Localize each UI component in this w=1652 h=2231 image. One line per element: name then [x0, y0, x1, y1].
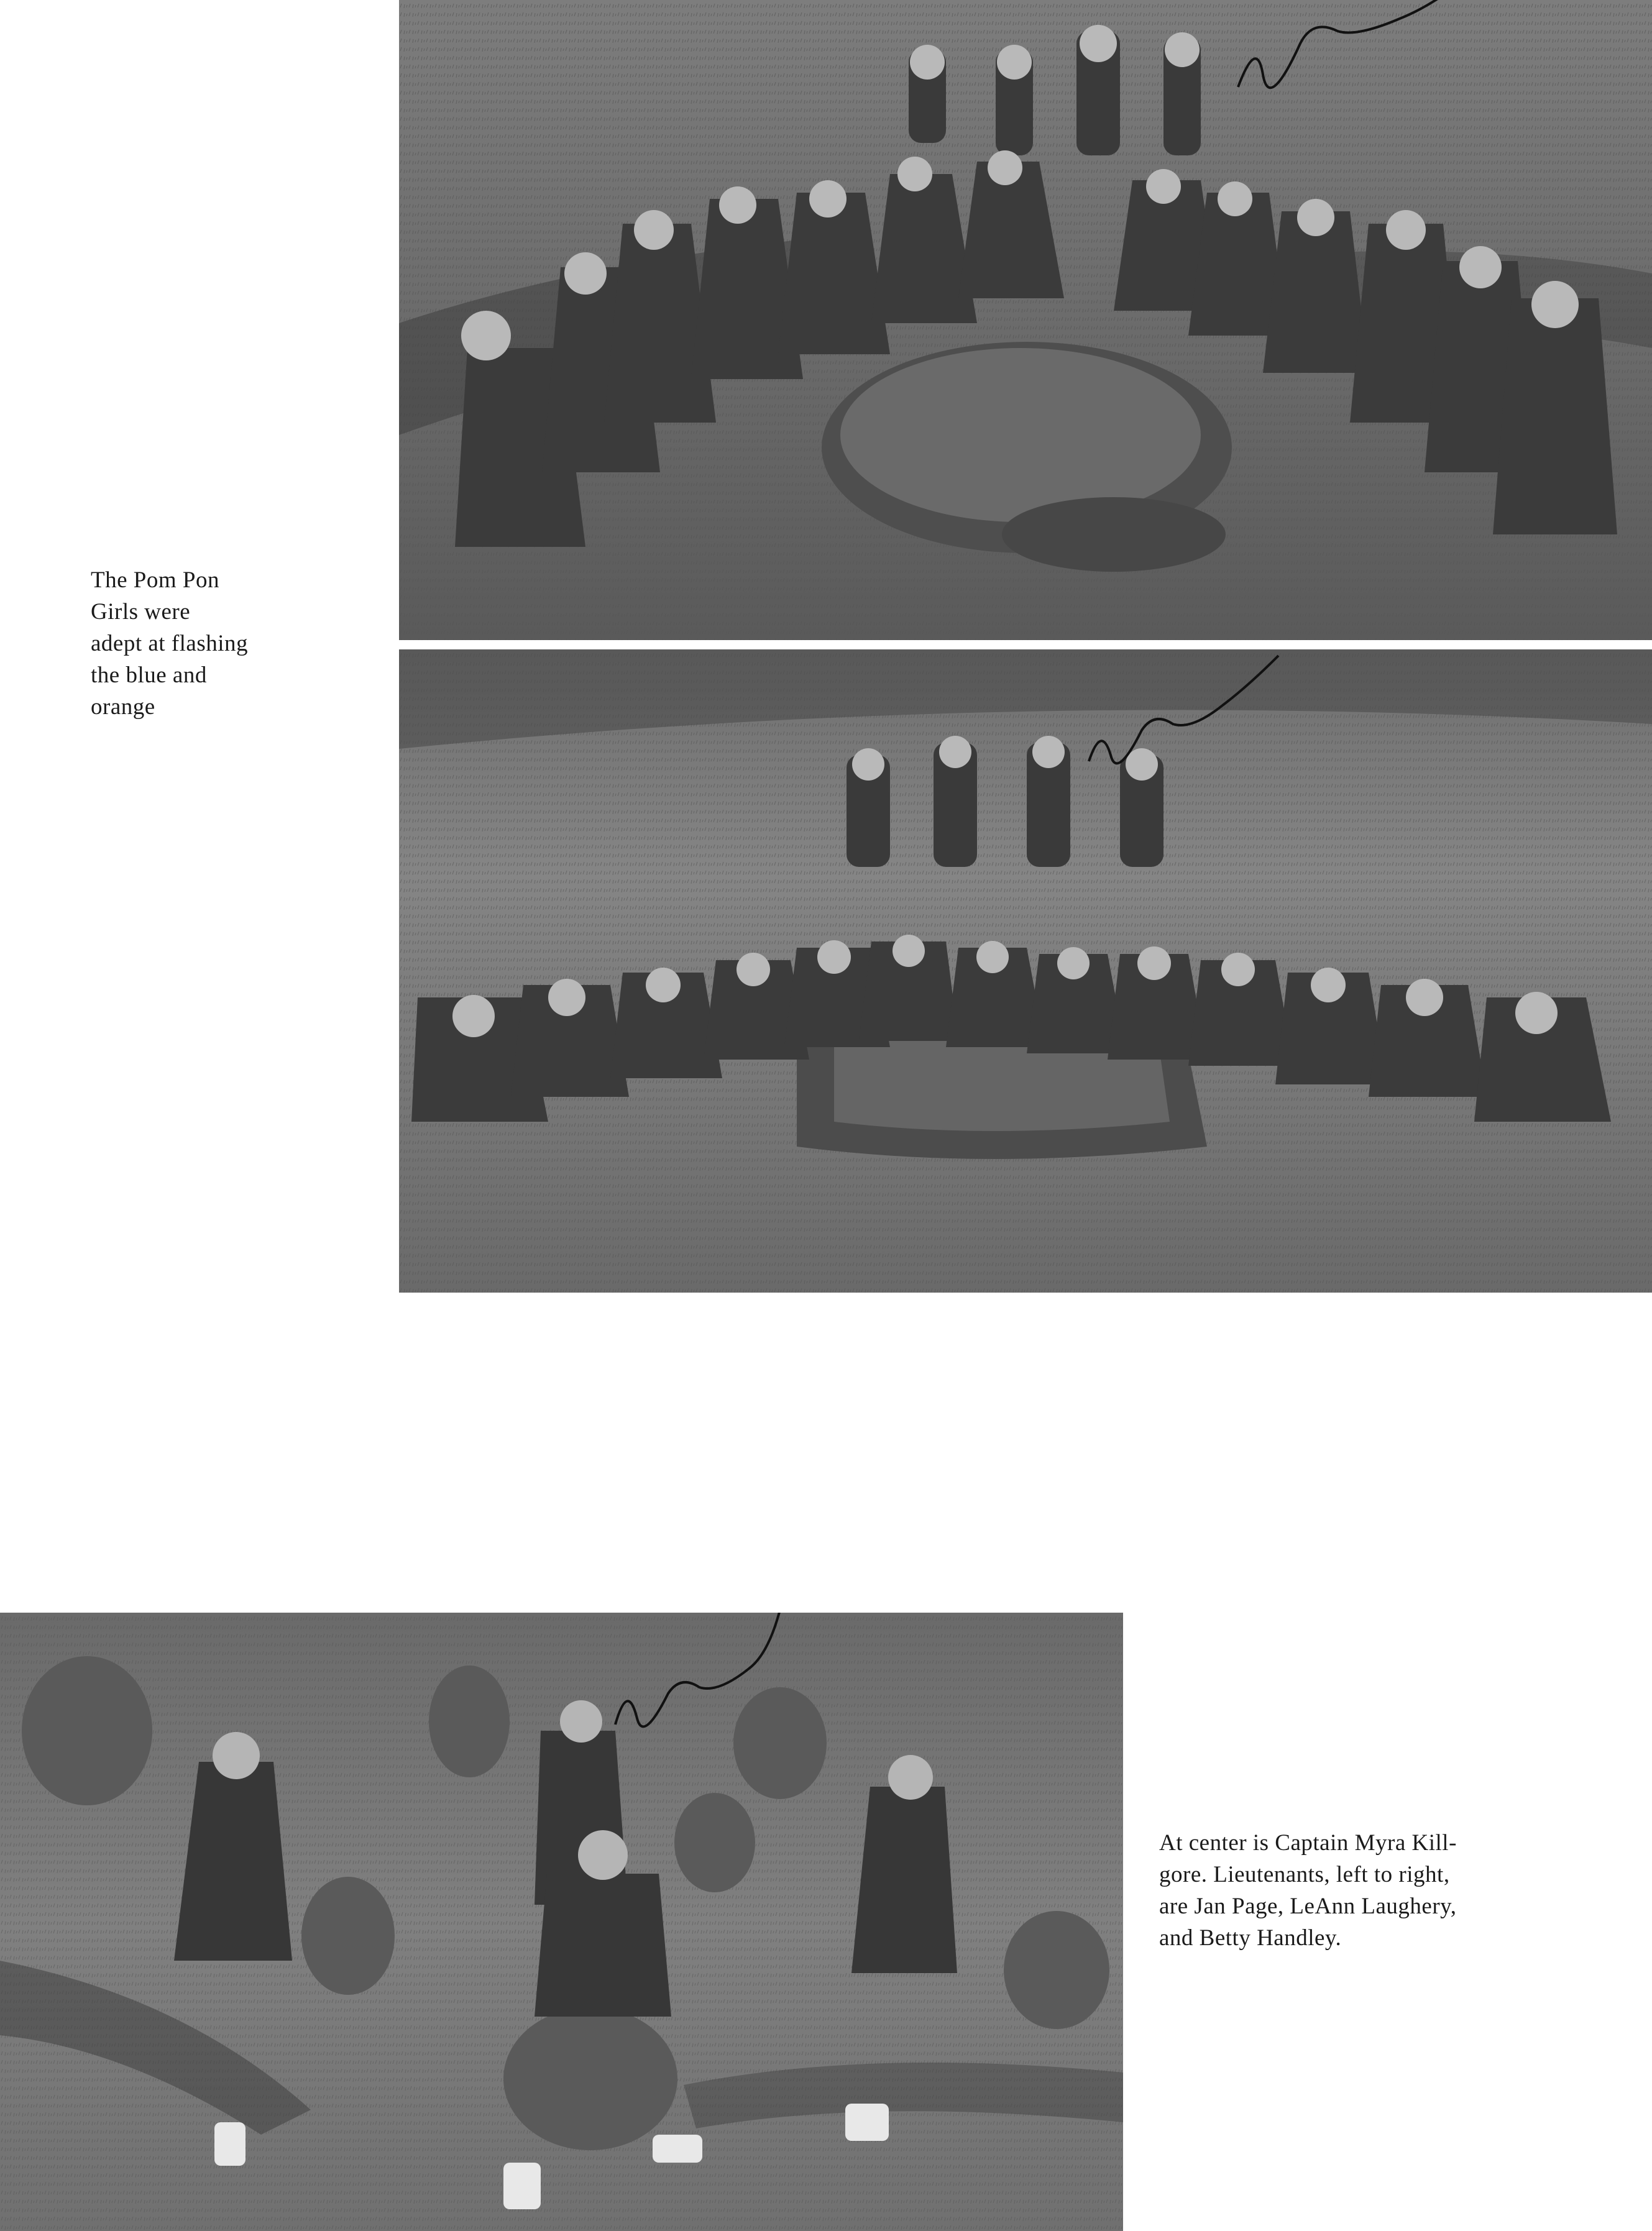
photo-top-image — [399, 0, 1652, 640]
lieutenant-right — [851, 1787, 957, 1973]
photo-captain-and-lieutenants — [0, 1613, 1123, 2231]
photo-middle-image — [399, 649, 1652, 1293]
captain-center — [535, 1874, 671, 2017]
photo-bottom-image — [0, 1613, 1123, 2231]
photo-pompon-formation-top — [399, 0, 1652, 640]
caption-pompon-girls: The Pom Pon Girls were adept at flashing the blue and orange — [91, 567, 249, 720]
caption-captain-lieutenants: At center is Captain Myra Kill- gore. Lieutenants, left to right, are Jan Page, LeAnn Laughery, and Betty Handley. — [1159, 1830, 1457, 1951]
photo-pompon-formation-middle — [399, 649, 1652, 1293]
